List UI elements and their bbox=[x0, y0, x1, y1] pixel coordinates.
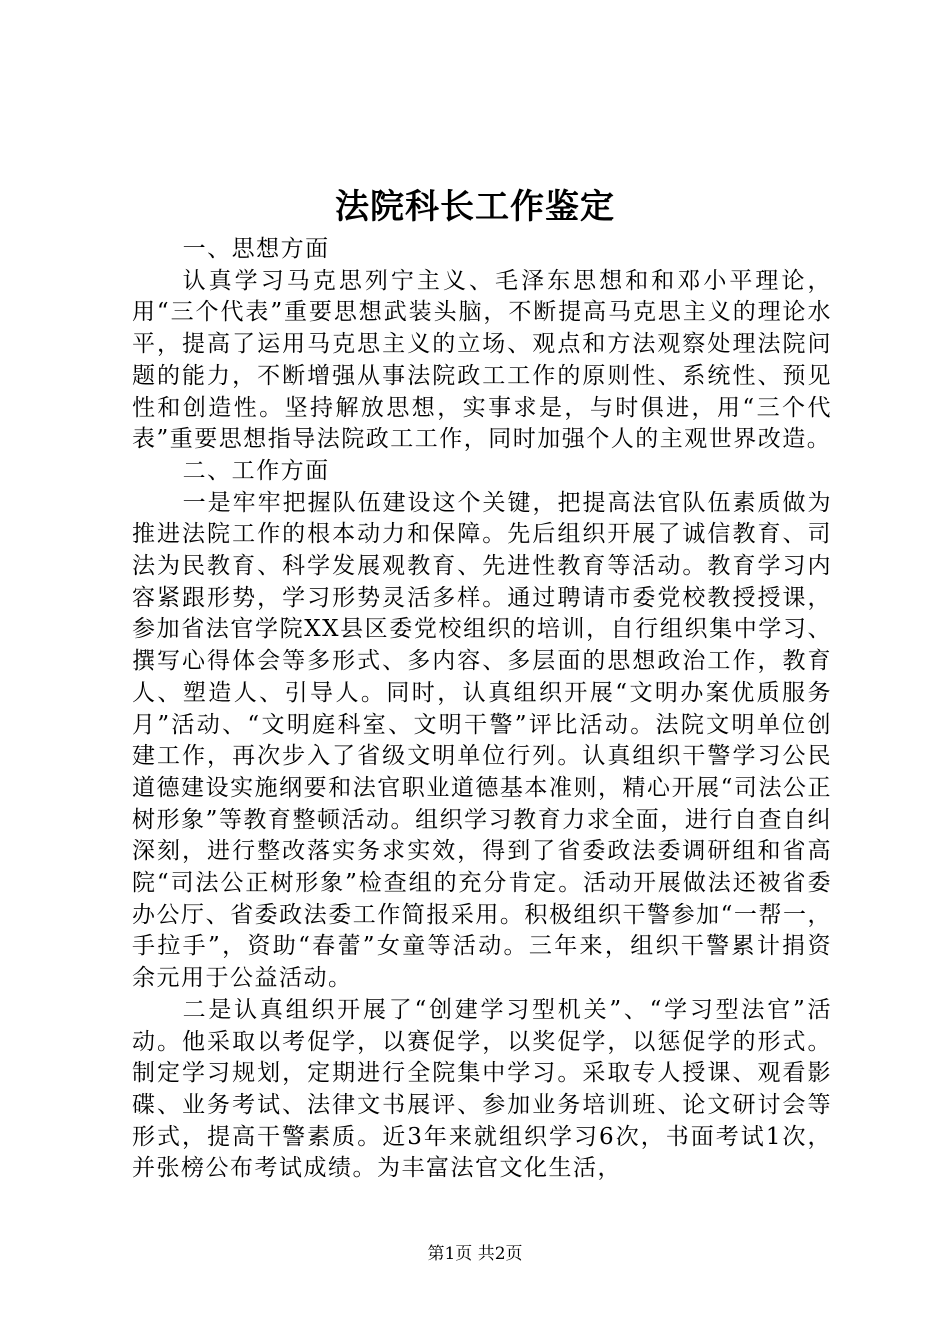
paragraph-work-second: 二是认真组织开展了“创建学习型机关”、“学习型法官”活动。他采取以考促学，以赛促学，以奖促学，以惩促学的形式。制定学习规划，定期进行全院集中学习。采取专人授课、观看影碟、业务考试、法律文书展评、参加业务培训班、论文研讨会等形式，提高干警素质。近3年来就组织学习6次，书面考试1次，并张榜公布考试成绩。为丰富法官文化生活， bbox=[132, 996, 832, 1182]
paragraph-ideology: 认真学习马克思列宁主义、毛泽东思想和和邓小平理论，用“三个代表”重要思想武装头脑，不断提高马克思主义的理论水平，提高了运用马克思主义的立场、观点和方法观察处理法院问题的能力，不断增强从事法院政工工作的原则性、系统性、预见性和创造性。坚持解放思想，实事求是，与时俱进，用“三个代表”重要思想指导法院政工工作，同时加强个人的主观世界改造。 bbox=[132, 267, 832, 453]
document-title: 法院科长工作鉴定 bbox=[335, 187, 615, 227]
paragraph-work-first: 一是牢牢把握队伍建设这个关键，把提高法官队伍素质做为推进法院工作的根本动力和保障。先后组织开展了诚信教育、司法为民教育、科学发展观教育、先进性教育等活动。教育学习内容紧跟形势，学习形势灵活多样。通过聘请市委党校教授授课，参加省法官学院XX县区委党校组织的培训，自行组织集中学习、撰写心得体会等多形式、多内容、多层面的思想政治工作，教育人、塑造人、引导人。同时，认真组织开展“文明办案优质服务月”活动、“文明庭科室、文明干警”评比活动。法院文明单位创建工作，再次步入了省级文明单位行列。认真组织干警学习公民道德建设实施纲要和法官职业道德基本准则，精心开展“司法公正树形象”等教育整顿活动。组织学习教育力求全面，进行自查自纠深刻，进行整改落实务求实效，得到了省委政法委调研组和省高院“司法公正树形象”检查组的充分肯定。活动开展做法还被省委办公厅、省委政法委工作简报采用。积极组织干警参加“一帮一，手拉手”，资助“春蕾”女童等活动。三年来，组织干警累计捐资余元用于公益活动。 bbox=[132, 489, 832, 992]
document-body bbox=[132, 234, 832, 1185]
section-heading-ideology: 一、思想方面 bbox=[182, 236, 330, 262]
page-footer: 第1页 共2页 bbox=[427, 1244, 523, 1264]
section-heading-work: 二、工作方面 bbox=[182, 457, 330, 484]
